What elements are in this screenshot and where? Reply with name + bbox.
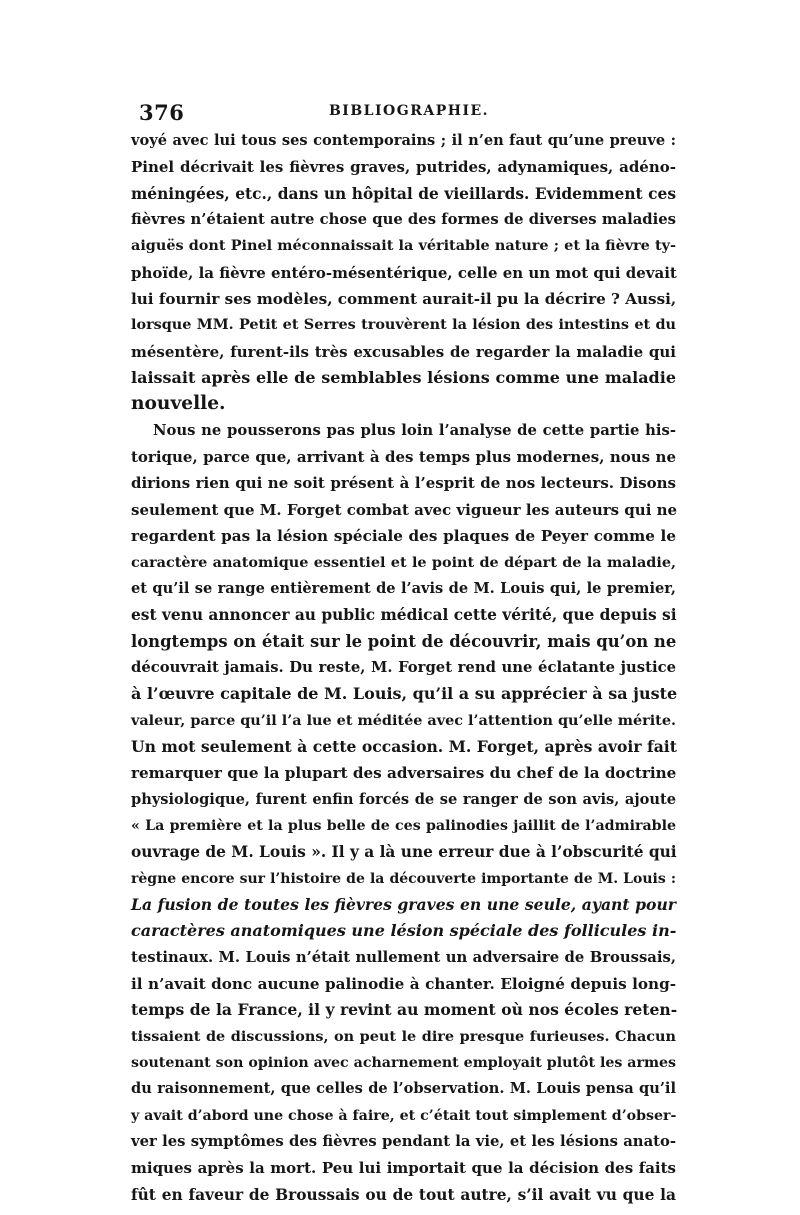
text-line: La fusion de toutes les fièvres graves en une seule, ayant pour [131, 894, 676, 914]
text-line: fièvres n’étaient autre chose que des formes de diverses maladies [131, 211, 676, 229]
text-line: temps de la France, il y revint au moment où nos écoles reten- [131, 1000, 678, 1020]
text-line: et qu’il se range entièrement de l’avis de M. Louis qui, le premier, [131, 579, 676, 597]
text-line: ouvrage de M. Louis ». Il y a là une erreur due à l’obscurité qui [131, 843, 677, 862]
text-line: lui fournir ses modèles, comment aurait-il pu la décrire ? Aussi, [131, 290, 677, 309]
text-line: testinaux. M. Louis n’était nullement un adversaire de Broussais, [131, 948, 676, 966]
text-line: Pinel décrivait les fièvres graves, putrides, adynamiques, adéno- [131, 158, 676, 177]
text-line: valeur, parce qu’il l’a lue et méditée avec l’attention qu’elle mérite. [131, 711, 676, 729]
text-line: caractère anatomique essentiel et le point de départ de la maladie, [131, 553, 676, 571]
text-line: y avait d’abord une chose à faire, et c’était tout simplement d’obser- [131, 1107, 677, 1124]
text-line: il n’avait donc aucune palinodie à chanter. Eloigné depuis long- [131, 975, 676, 993]
text-line: Nous ne pousserons pas plus loin l’analyse de cette partie his- [153, 421, 676, 439]
text-line: tissaient de discussions, on peut le dire presque furieuses. Chacun [131, 1027, 676, 1045]
text-line: voyé avec lui tous ses contemporains ; il n’en faut qu’une preuve : [131, 132, 676, 149]
page-number: 376 [139, 100, 185, 125]
text-line: nouvelle. [131, 393, 226, 415]
text-line: lorsque MM. Petit et Serres trouvèrent la lésion des intestins et du [131, 316, 676, 334]
text-line: miques après la mort. Peu lui importait que la décision des faits [131, 1159, 676, 1178]
text-line: physiologique, furent enfin forcés de se ranger de son avis, ajoute [131, 790, 676, 808]
text-line: longtemps on était sur le point de découvrir, mais qu’on ne [131, 631, 677, 651]
text-line: fût en faveur de Broussais ou de tout autre, s’il avait vu que la [131, 1185, 676, 1204]
running-title: BIBLIOGRAPHIE. [328, 103, 490, 119]
text-line: règne encore sur l’histoire de la découverte importante de M. Louis : [131, 870, 676, 887]
page-header [139, 100, 679, 130]
text-line: à l’œuvre capitale de M. Louis, qu’il a su apprécier à sa juste [131, 684, 678, 704]
text-line: seulement que M. Forget combat avec vigueur les auteurs qui ne [131, 500, 678, 519]
text-line: du raisonnement, que celles de l’observation. M. Louis pensa qu’il [131, 1080, 676, 1098]
text-line: dirions rien qui ne soit présent à l’esprit de nos lecteurs. Disons [131, 474, 676, 493]
text-line: est venu annoncer au public médical cette vérité, que depuis si [131, 606, 677, 625]
text-line: torique, parce que, arrivant à des temps plus modernes, nous ne [131, 448, 676, 467]
text-line: Un mot seulement à cette occasion. M. Forget, après avoir fait [131, 736, 677, 756]
text-line: aiguës dont Pinel méconnaissait la véritable nature ; et la fièvre ty- [131, 237, 676, 255]
text-line: soutenant son opinion avec acharnement employait plutôt les armes [131, 1055, 676, 1072]
text-line: laissait après elle de semblables lésions comme une maladie [131, 368, 676, 388]
text-line: ver les symptômes des fièvres pendant la vie, et les lésions anato- [131, 1133, 676, 1151]
text-line: caractères anatomiques une lésion spéciale des follicules in- [131, 921, 677, 941]
text-line: découvrait jamais. Du reste, M. Forget rend une éclatante justice [131, 658, 676, 676]
body-text [131, 128, 676, 1208]
text-line: « La première et la plus belle de ces palinodies jaillit de l’admirable [131, 817, 676, 834]
text-line: remarquer que la plupart des adversaires du chef de la doctrine [131, 764, 677, 783]
text-line: mésentère, furent-ils très excusables de regarder la maladie qui [131, 342, 676, 361]
text-line: méningées, etc., dans un hôpital de vieillards. Evidemment ces [131, 184, 676, 203]
text-line: regardent pas la lésion spéciale des plaques de Peyer comme le [131, 527, 676, 546]
text-line: phoïde, la fièvre entéro-mésentérique, celle en un mot qui devait [131, 263, 677, 282]
